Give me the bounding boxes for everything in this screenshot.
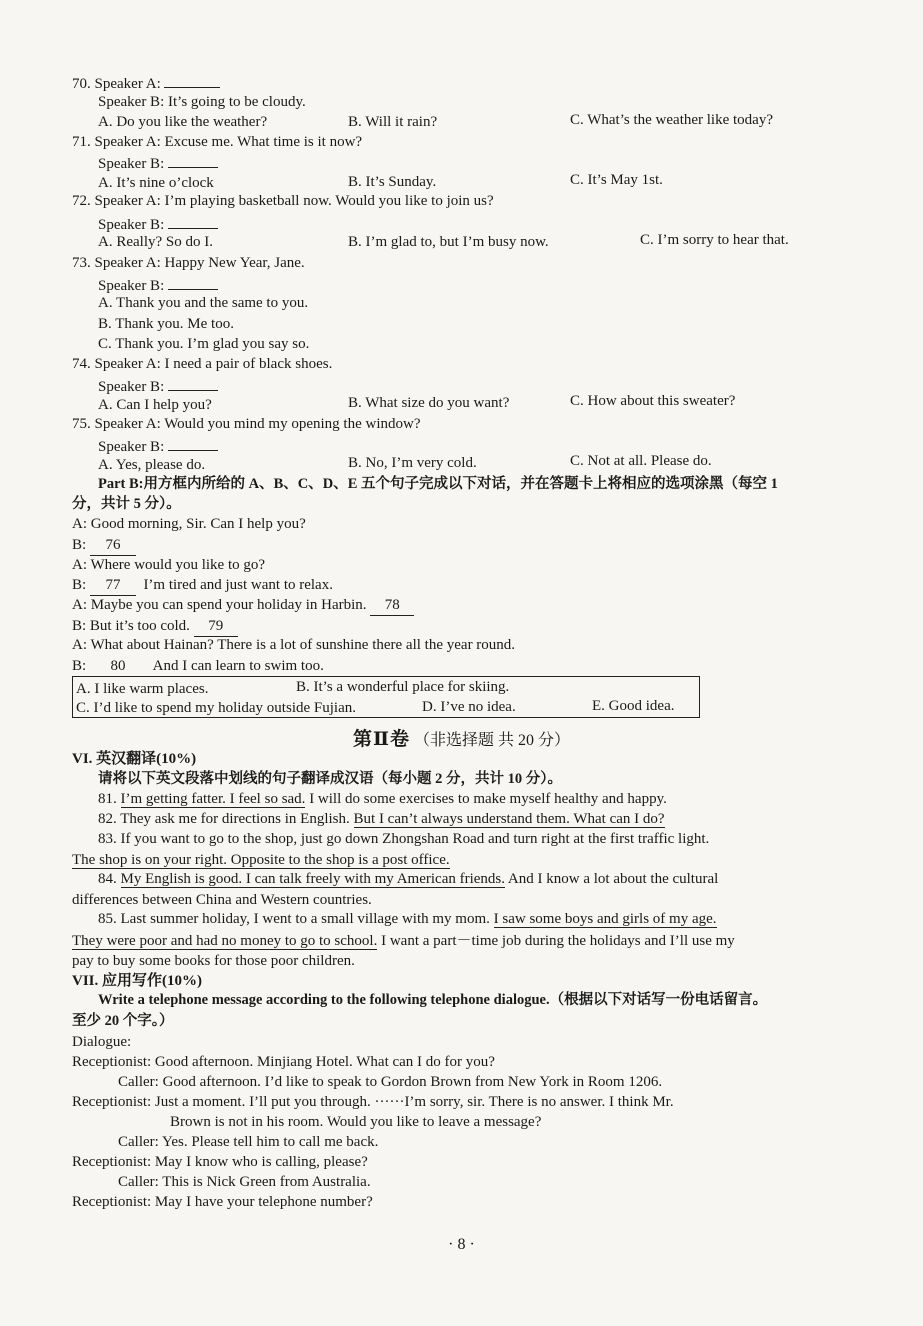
part-vi-instruction: 请将以下英文段落中划线的句子翻译成汉语（每小题 2 分，共计 10 分）。 — [98, 771, 562, 787]
q73-option-c: C. Thank you. I’m glad you say so. — [98, 336, 310, 352]
q70-speaker-a: 70. Speaker A: — [72, 72, 220, 94]
part-vii-instruction-cont: 至少 20 个字。） — [72, 1013, 174, 1029]
answer-blank — [168, 274, 218, 290]
q84-line-1: 84. My English is good. I can talk freely with my American friends. And I know a lot about the cultural — [98, 871, 719, 887]
q71-option-c: C. It’s May 1st. — [570, 172, 663, 188]
q71-speaker-b: Speaker B: — [98, 152, 218, 174]
q71-option-b: B. It’s Sunday. — [348, 174, 437, 190]
q72-speaker-b: Speaker B: — [98, 213, 218, 235]
part-vii-heading: VII. 应用写作(10%) — [72, 973, 202, 989]
q72-option-a: A. Really? So do I. — [98, 234, 213, 250]
dialogue-line-3: A: Where would you like to go? — [72, 557, 266, 573]
dialogue-line-5: A: Maybe you can spend your holiday in Harbin. 78 — [72, 595, 414, 616]
page-number: · 8 · — [448, 1236, 475, 1253]
q70-speaker-b: Speaker B: It’s going to be cloudy. — [98, 94, 306, 110]
caller-line-3: Caller: This is Nick Green from Australia. — [118, 1174, 371, 1190]
receptionist-line-2: Receptionist: Just a moment. I’ll put you through. ······I’m sorry, sir. There is no answer. I think Mr. — [72, 1094, 674, 1110]
q75-option-a: A. Yes, please do. — [98, 457, 206, 473]
blank-77: 77 — [90, 575, 136, 596]
q75-option-c: C. Not at all. Please do. — [570, 453, 712, 469]
receptionist-line-1: Receptionist: Good afternoon. Minjiang Hotel. What can I do for you? — [72, 1054, 495, 1070]
q85-line-3: pay to buy some books for those poor children. — [72, 953, 355, 969]
q74-speaker-a: 74. Speaker A: I need a pair of black shoes. — [72, 356, 333, 372]
part-vi-heading: VI. 英汉翻译(10%) — [72, 751, 197, 767]
q71-option-a: A. It’s nine o’clock — [98, 175, 214, 191]
q73-speaker-b: Speaker B: — [98, 274, 218, 296]
q81: 81. I’m getting fatter. I feel so sad. I will do some exercises to make myself healthy and happy. — [98, 791, 667, 807]
dialogue-line-4: B: 77 I’m tired and just want to relax. — [72, 575, 333, 596]
q73-option-a: A. Thank you and the same to you. — [98, 295, 309, 311]
dialogue-label: Dialogue: — [72, 1034, 132, 1050]
part-vii-instruction: Write a telephone message according to the following telephone dialogue.（根据以下对话写一份电话留言。 — [98, 992, 768, 1008]
q70-option-a: A. Do you like the weather? — [98, 114, 268, 130]
receptionist-line-3: Receptionist: May I know who is calling, please? — [72, 1154, 368, 1170]
q74-option-a: A. Can I help you? — [98, 397, 212, 413]
caller-line-1: Caller: Good afternoon. I’d like to speak to Gordon Brown from New York in Room 1206. — [118, 1074, 663, 1090]
caller-line-2: Caller: Yes. Please tell him to call me back. — [118, 1134, 379, 1150]
q83-line-2: The shop is on your right. Opposite to the shop is a post office. — [72, 852, 450, 868]
q70-option-b: B. Will it rain? — [348, 114, 438, 130]
q72-option-b: B. I’m glad to, but I’m busy now. — [348, 234, 549, 250]
q70-option-c: C. What’s the weather like today? — [570, 112, 773, 128]
receptionist-line-4: Receptionist: May I have your telephone number? — [72, 1194, 373, 1210]
answer-blank — [164, 72, 220, 88]
q73-speaker-a: 73. Speaker A: Happy New Year, Jane. — [72, 255, 305, 271]
q74-speaker-b: Speaker B: — [98, 375, 218, 397]
dialogue-line-8: B: 80 And I can learn to swim too. — [72, 656, 324, 677]
q85-line-1: 85. Last summer holiday, I went to a small village with my mom. I saw some boys and girls of my age. — [98, 911, 717, 927]
q74-option-c: C. How about this sweater? — [570, 393, 736, 409]
dialogue-line-6: B: But it’s too cold. 79 — [72, 616, 238, 637]
q75-option-b: B. No, I’m very cold. — [348, 455, 477, 471]
q75-speaker-a: 75. Speaker A: Would you mind my opening the window? — [72, 416, 421, 432]
answer-blank — [168, 152, 218, 168]
box-option-c: C. I’d like to spend my holiday outside Fujian. — [76, 700, 356, 716]
blank-76: 76 — [90, 535, 136, 556]
dialogue-line-1: A: Good morning, Sir. Can I help you? — [72, 516, 306, 532]
section-2-title: 第Ⅱ卷 （非选择题 共 20 分） — [352, 729, 571, 750]
q83-line-1: 83. If you want to go to the shop, just go down Zhongshan Road and turn right at the first traffic light. — [98, 831, 710, 847]
receptionist-line-2-cont: Brown is not in his room. Would you like to leave a message? — [170, 1114, 542, 1130]
q75-speaker-b: Speaker B: — [98, 435, 218, 457]
answer-blank — [168, 213, 218, 229]
dialogue-line-7: A: What about Hainan? There is a lot of sunshine there all the year round. — [72, 637, 516, 653]
q72-speaker-a: 72. Speaker A: I’m playing basketball now. Would you like to join us? — [72, 193, 494, 209]
answer-blank — [168, 435, 218, 451]
part-b-heading-cont: 分，共计 5 分）。 — [72, 496, 181, 512]
box-option-e: E. Good idea. — [592, 698, 675, 714]
dialogue-line-2: B: 76 — [72, 535, 136, 556]
blank-79: 79 — [194, 616, 238, 637]
q72-option-c: C. I’m sorry to hear that. — [640, 232, 789, 248]
blank-78: 78 — [370, 595, 414, 616]
box-option-b: B. It’s a wonderful place for skiing. — [296, 679, 510, 695]
q85-line-2: They were poor and had no money to go to school. I want a part－time job during the holidays and I’ll use my — [72, 933, 735, 949]
box-option-d: D. I’ve no idea. — [422, 699, 516, 715]
answer-blank — [168, 375, 218, 391]
q71-speaker-a: 71. Speaker A: Excuse me. What time is it now? — [72, 134, 363, 150]
q74-option-b: B. What size do you want? — [348, 395, 510, 411]
part-b-heading: Part B:用方框内所给的 A、B、C、D、E 五个句子完成以下对话，并在答题卡上将相应的选项涂黑（每空 1 — [98, 476, 778, 492]
blank-80: 80 — [90, 656, 146, 677]
q73-option-b: B. Thank you. Me too. — [98, 316, 234, 332]
q84-line-2: differences between China and Western countries. — [72, 892, 372, 908]
q82: 82. They ask me for directions in English. But I can’t always understand them. What can I do? — [98, 811, 665, 827]
box-option-a: A. I like warm places. — [76, 681, 209, 697]
